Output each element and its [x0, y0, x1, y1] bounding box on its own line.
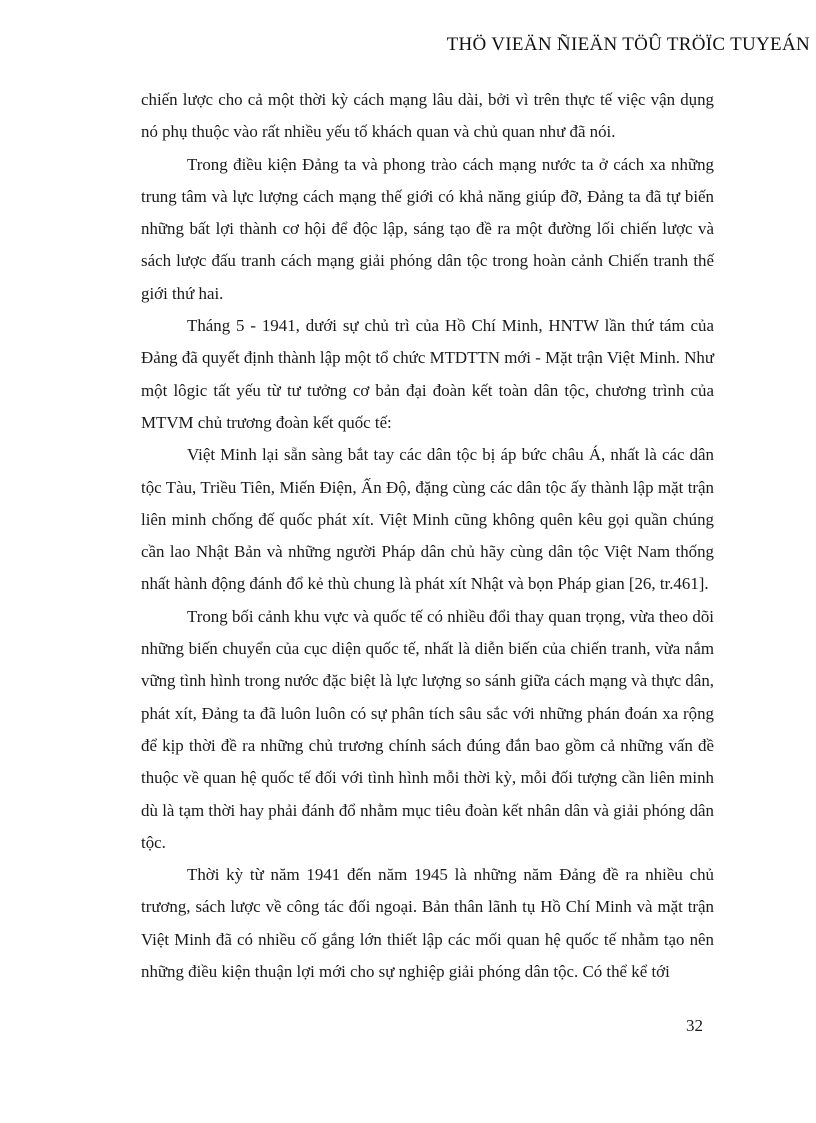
library-header: THÖ VIEÄN ÑIEÄN TÖÛ TRÖÏC TUYEÁN: [446, 34, 810, 55]
paragraph-continuation: chiến lược cho cả một thời kỳ cách mạng lâu dài, bởi vì trên thực tế việc vận dụng nó phụ thuộc vào rất nhiều yếu tố khách quan và chủ quan như đã nói.: [141, 90, 714, 142]
page-number: 32: [686, 1016, 703, 1035]
paragraph-may-1941: Tháng 5 - 1941, dưới sự chủ trì của Hồ Chí Minh, HNTW lần thứ tám của Đảng đã quyết định thành lập một tổ chức MTDTTN mới - Mặt trận Việt Minh. Như một lôgic tất yếu từ tư tưởng cơ bản đại đoàn kết toàn dân tộc, chương trình của MTVM chủ trương đoàn kết quốc tế:: [141, 316, 714, 432]
paragraph-context: Trong bối cảnh khu vực và quốc tế có nhiều đổi thay quan trọng, vừa theo dõi những biến chuyển của cục diện quốc tế, nhất là diễn biến của chiến tranh, vừa nắm vững tình hình trong nước đặc biệt là lực lượng so sánh giữa cách mạng và thực dân, phát xít, Đảng ta đã luôn luôn có sự phân tích sâu sắc với những phán đoán xa rộng để kịp thời đề ra những chủ trương chính sách đúng đắn bao gồm cả những vấn đề thuộc về quan hệ quốc tế đối với tình hình mỗi thời kỳ, mỗi đối tượng cần liên minh dù là tạm thời hay phải đánh đổ nhằm mục tiêu đoàn kết nhân dân và giải phóng dân tộc.: [141, 606, 714, 852]
paragraph-1941-1945: Thời kỳ từ năm 1941 đến năm 1945 là những năm Đảng đề ra nhiều chủ trương, sách lược về công tác đối ngoại. Bản thân lãnh tụ Hồ Chí Minh và mặt trận Việt Minh đã có nhiều cố gắng lớn thiết lập các mối quan hệ quốc tế nhằm tạo nên những điều kiện thuận lợi mới cho sự nghiệp giải phóng dân tộc. Có thể kể tới: [141, 865, 714, 982]
document-body: [141, 84, 714, 988]
paragraph-party-conditions: Trong điều kiện Đảng ta và phong trào cách mạng nước ta ở cách xa những trung tâm và lực lượng cách mạng thế giới có khả năng giúp đỡ, Đảng ta đã tự biến những bất lợi thành cơ hội để độc lập, sáng tạo đề ra một đường lối chiến lược và sách lược đấu tranh cách mạng giải phóng dân tộc trong hoàn cảnh Chiến tranh thế giới thứ hai.: [141, 154, 714, 303]
paragraph-quotation: Việt Minh lại sẵn sàng bắt tay các dân tộc bị áp bức châu Á, nhất là các dân tộc Tàu, Triều Tiên, Miến Điện, Ấn Độ, đặng cùng các dân tộc ấy thành lập mặt trận liên minh chống đế quốc phát xít. Việt Minh cũng không quên kêu gọi quần chúng cần lao Nhật Bản và những người Pháp dân chủ hãy cùng dân tộc Việt Nam thống nhất hành động đánh đổ kẻ thù chung là phát xít Nhật và bọn Pháp gian [26, tr.461].: [141, 445, 714, 594]
